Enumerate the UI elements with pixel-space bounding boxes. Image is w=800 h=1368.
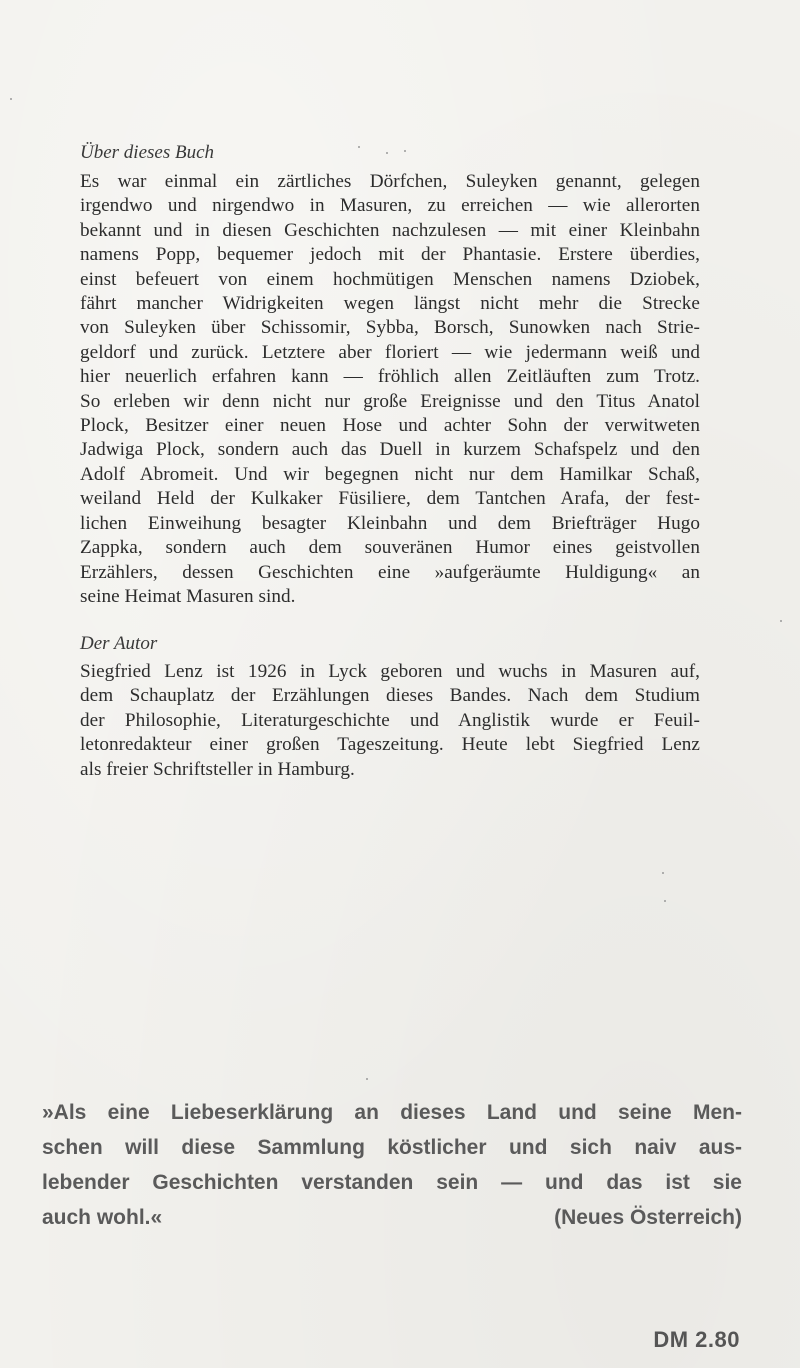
paper-speck — [780, 620, 782, 622]
text-line: einst befeuert von einem hochmütigen Menschen namens Dziobek, — [80, 268, 700, 290]
text-line: geldorf und zurück. Letztere aber floriert — wie jedermann weiß und — [80, 341, 700, 363]
text-line: Adolf Abromeit. Und wir begegnen nicht nur dem Hamilkar Schaß, — [80, 463, 700, 485]
text-line: lichen Einweihung besagter Kleinbahn und dem Briefträger Hugo — [80, 512, 700, 534]
paper-speck — [386, 152, 388, 154]
paper-speck — [366, 1078, 368, 1080]
text-line: Siegfried Lenz ist 1926 in Lyck geboren und wuchs in Masuren auf, — [80, 661, 700, 682]
about-book-text — [80, 170, 700, 609]
text-line: Jadwiga Plock, sondern auch das Duell in kurzem Schafspelz und den — [80, 439, 700, 461]
text-line: namens Popp, bequemer jedoch mit der Phantasie. Erstere überdies, — [80, 244, 700, 266]
text-line: dem Schauplatz der Erzählungen dieses Bandes. Nach dem Studium — [80, 685, 700, 707]
text-line: hier neuerlich erfahren kann — fröhlich allen Zeitläuften zum Trotz. — [80, 366, 700, 388]
review-quote — [42, 1095, 742, 1235]
text-line: Erzählers, dessen Geschichten eine »aufgeräumte Huldigung« an — [80, 561, 700, 583]
text-line: letonredakteur einer großen Tageszeitung. Heute lebt Siegfried Lenz — [80, 734, 700, 756]
text-line: bekannt und in diesen Geschichten nachzulesen — mit einer Kleinbahn — [80, 219, 700, 241]
paper-speck — [404, 150, 406, 152]
quote-line: »Als eine Liebeserklärung an dieses Land und seine Men- — [42, 1101, 742, 1124]
text-line: Zappka, sondern auch dem souveränen Humor eines geistvollen — [80, 537, 700, 559]
text-line: als freier Schriftsteller in Hamburg. — [80, 758, 355, 780]
author-heading: Der Autor — [80, 633, 158, 654]
text-line: irgendwo und nirgendwo in Masuren, zu erreichen — wie allerorten — [80, 195, 700, 217]
author-paragraph — [80, 660, 700, 782]
text-line: weiland Held der Kulkaker Füsiliere, dem Tantchen Arafa, der fest- — [80, 488, 700, 510]
quote-line: auch wohl.« — [42, 1206, 163, 1229]
text-line: Es war einmal ein zärtliches Dörfchen, Suleyken genannt, gelegen — [80, 171, 700, 192]
paper-speck — [10, 98, 12, 100]
author-text — [80, 660, 700, 782]
text-line: der Philosophie, Literaturgeschichte und Anglistik wurde er Feuil- — [80, 709, 700, 731]
text-line: fährt mancher Widrigkeiten wegen längst nicht mehr die Strecke — [80, 293, 700, 315]
text-line: von Suleyken über Schissomir, Sybba, Borsch, Sunowken nach Strie- — [80, 317, 700, 339]
quote-last-line — [42, 1200, 742, 1235]
about-book-paragraph — [80, 170, 700, 609]
quote-line: schen will diese Sammlung köstlicher und sich naiv aus- — [42, 1136, 742, 1159]
paper-speck — [662, 872, 664, 874]
quote-line: lebender Geschichten verstanden sein — und das ist sie — [42, 1171, 742, 1194]
quote-source: (Neues Österreich) — [554, 1206, 742, 1229]
text-line: So erleben wir denn nicht nur große Ereignisse und den Titus Anatol — [80, 390, 700, 412]
price-label: DM 2.80 — [653, 1327, 740, 1352]
paper-speck — [358, 146, 360, 148]
text-line: seine Heimat Masuren sind. — [80, 585, 296, 607]
text-line: Plock, Besitzer einer neuen Hose und achter Sohn der verwitweten — [80, 415, 700, 437]
paper-speck — [664, 900, 666, 902]
about-book-heading: Über dieses Buch — [80, 142, 215, 163]
